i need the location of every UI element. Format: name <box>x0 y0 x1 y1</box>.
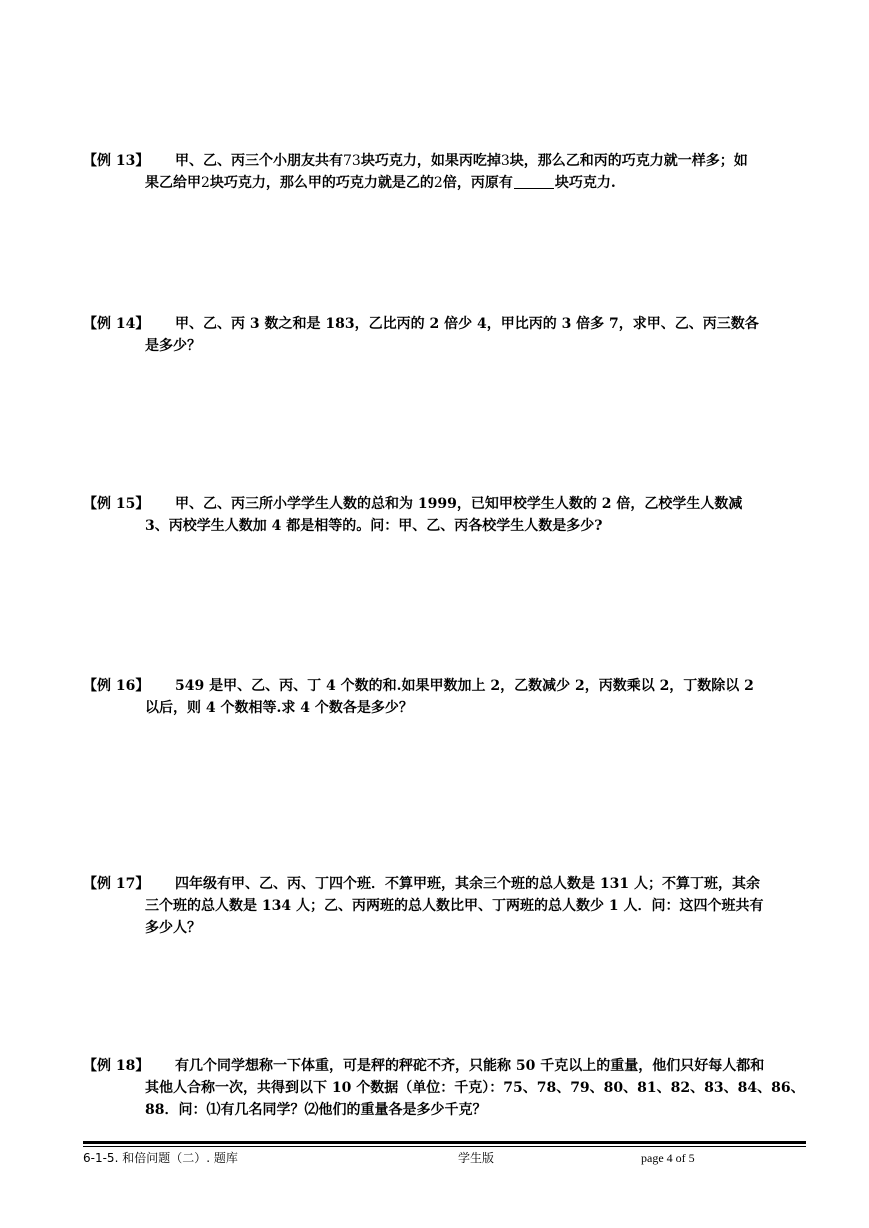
problem-17 <box>83 873 809 939</box>
problem-13-line-2 <box>83 172 809 194</box>
problem-17-text-2: 三个班的总人数是 134 人；乙、丙两班的总人数比甲、丁两班的总人数少 1 人．问：这四个班共有 <box>145 898 764 914</box>
problem-13 <box>83 150 809 194</box>
problem-18-line-2 <box>83 1077 809 1099</box>
problem-17-line-1 <box>83 873 809 895</box>
problem-18 <box>83 1055 809 1121</box>
problem-14-text-2: 是多少？ <box>145 338 201 354</box>
problem-13-label: 【例 13】 <box>83 153 150 169</box>
problem-16 <box>83 675 809 719</box>
problem-18-label: 【例 18】 <box>83 1058 150 1074</box>
problem-16-text-2: 以后，则 4 个数相等.求 4 个数各是多少？ <box>145 700 413 716</box>
footer-rule-thin <box>83 1146 806 1147</box>
footer-edition: 学生版 <box>458 1151 495 1165</box>
problem-18-text-2: 其他人合称一次，共得到以下 10 个数据（单位：千克）：75、78、79、80、81、82、83、84、86、 <box>145 1080 805 1096</box>
problem-14-line-2 <box>83 335 809 357</box>
problem-16-text-1: 549 是甲、乙、丙、丁 4 个数的和.如果甲数加上 2，乙数减少 2，丙数乘以 2，丁数除以 2 <box>175 678 754 694</box>
problem-13-text-2a: 果乙给甲 <box>145 175 201 191</box>
footer-rule-thick <box>83 1141 806 1144</box>
problem-17-label: 【例 17】 <box>83 876 150 892</box>
problem-14-label: 【例 14】 <box>83 316 150 332</box>
problem-13-num-2b: 2 <box>433 175 443 191</box>
problem-13-text-1e: 块，那么乙和丙的巧克力就一样多；如 <box>509 153 748 169</box>
problem-14-text-1: 甲、乙、丙 3 数之和是 183，乙比丙的 2 倍少 4，甲比丙的 3 倍多 7，求甲、乙、丙三数各 <box>175 316 759 332</box>
problem-13-text-2c: 块巧克力，那么甲的巧克力就是乙的 <box>209 175 434 191</box>
problem-13-num-73: 73 <box>343 153 361 169</box>
problem-15 <box>83 493 809 537</box>
problem-15-label: 【例 15】 <box>83 496 150 512</box>
problem-13-text-2f: 块巧克力. <box>554 175 616 191</box>
problem-13-text-1a: 甲、乙、丙三个小朋友共有 <box>175 153 343 169</box>
problem-17-text-3: 多少人？ <box>145 920 201 936</box>
problem-18-line-1 <box>83 1055 809 1077</box>
problem-16-line-1 <box>83 675 809 697</box>
footer-page-number: page 4 of 5 <box>641 1151 695 1165</box>
problem-13-line-1 <box>83 150 809 172</box>
problem-13-num-2a: 2 <box>201 175 210 191</box>
problem-16-line-2 <box>83 697 809 719</box>
problem-14-line-1 <box>83 313 809 335</box>
problem-18-text-1: 有几个同学想称一下体重，可是秤的秤砣不齐，只能称 50 千克以上的重量，他们只好每人都和 <box>175 1058 765 1074</box>
problem-15-line-2 <box>83 515 809 537</box>
problem-13-num-3: 3 <box>500 153 510 169</box>
problem-15-text-1: 甲、乙、丙三所小学学生人数的总和为 1999，已知甲校学生人数的 2 倍，乙校学生人数减 <box>175 496 743 512</box>
problem-15-line-1 <box>83 493 809 515</box>
problem-14 <box>83 313 809 357</box>
problem-16-label: 【例 16】 <box>83 678 150 694</box>
footer-doc-title: 6-1-5. 和倍问题（二）. 题库 <box>83 1151 238 1165</box>
problem-15-text-2: 3、丙校学生人数加 4 都是相等的。问：甲、乙、丙各校学生人数是多少? <box>145 518 603 534</box>
answer-blank <box>514 174 554 189</box>
problem-13-text-1c: 块巧克力，如果丙吃掉 <box>360 153 501 169</box>
problem-17-line-3 <box>83 917 809 939</box>
problem-13-text-2e: 倍，丙原有 <box>442 175 513 191</box>
problem-17-text-1: 四年级有甲、乙、丙、丁四个班．不算甲班，其余三个班的总人数是 131 人；不算丁班，其余 <box>175 876 760 892</box>
problem-18-text-3: 88．问：⑴有几名同学？⑵他们的重量各是多少千克？ <box>145 1102 487 1118</box>
problem-18-line-3 <box>83 1099 809 1121</box>
problem-17-line-2 <box>83 895 809 917</box>
